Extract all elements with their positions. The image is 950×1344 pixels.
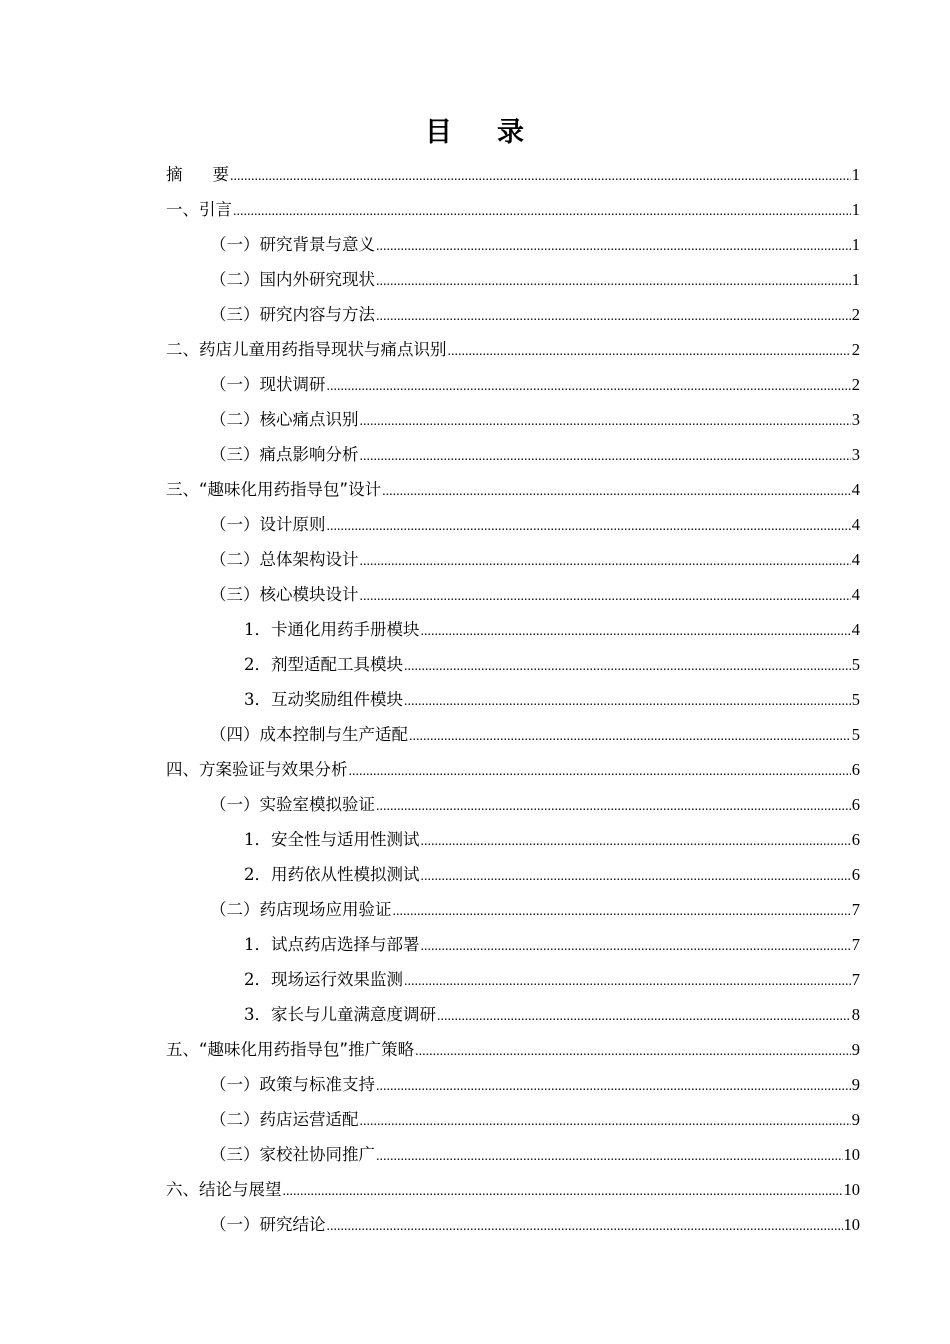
toc-entry-label: 1．安全性与适用性测试 — [244, 830, 420, 849]
toc-entry-page-number: 6 — [851, 865, 860, 884]
toc-dot-leader — [382, 472, 851, 509]
toc-dot-leader — [360, 542, 851, 579]
toc-entry-page-number: 1 — [851, 270, 860, 289]
toc-entry-page-number: 10 — [843, 1215, 860, 1234]
toc-entry-label: （一）现状调研 — [210, 375, 326, 394]
toc-entry-label: （四）成本控制与生产适配 — [210, 725, 408, 744]
toc-entry-page-number: 7 — [851, 900, 860, 919]
toc-entry-page-number: 4 — [851, 515, 860, 534]
toc-entry-page-number: 2 — [851, 340, 860, 359]
toc-dot-leader — [349, 752, 851, 789]
toc-entry-label: 2．现场运行效果监测 — [244, 970, 403, 989]
toc-entry[interactable] — [166, 997, 860, 1032]
toc-dot-leader — [230, 157, 851, 194]
toc-entry-page-number: 6 — [851, 830, 860, 849]
toc-entry[interactable] — [166, 437, 860, 472]
toc-entry[interactable] — [166, 647, 860, 682]
toc-dot-leader — [404, 962, 851, 999]
toc-entry-page-number: 4 — [851, 620, 860, 639]
toc-dot-leader — [376, 227, 851, 264]
toc-entry-page-number: 9 — [851, 1040, 860, 1059]
toc-entry-label: （一）研究结论 — [210, 1215, 326, 1234]
toc-entry-page-number: 3 — [851, 445, 860, 464]
toc-entry-label: （二）药店现场应用验证 — [210, 900, 392, 919]
toc-entry-page-number: 8 — [851, 1005, 860, 1024]
toc-entry-label: （二）总体架构设计 — [210, 550, 359, 569]
toc-dot-leader — [376, 1067, 851, 1104]
toc-entry[interactable] — [166, 1137, 860, 1172]
toc-entry[interactable] — [166, 1032, 860, 1067]
toc-entry-label-part: 要 — [212, 165, 229, 184]
toc-entry[interactable] — [166, 962, 860, 997]
toc-entry[interactable] — [166, 577, 860, 612]
toc-entry[interactable] — [166, 262, 860, 297]
toc-entry[interactable] — [166, 892, 860, 927]
toc-entry-label: （一）研究背景与意义 — [210, 235, 375, 254]
toc-entry[interactable] — [166, 1207, 860, 1242]
toc-dot-leader — [327, 507, 851, 544]
toc-entry[interactable] — [166, 857, 860, 892]
toc-dot-leader — [376, 262, 851, 299]
toc-entry[interactable] — [166, 227, 860, 262]
toc-entry-page-number: 9 — [851, 1110, 860, 1129]
toc-entry[interactable] — [166, 612, 860, 647]
toc-entry-page-number: 5 — [851, 690, 860, 709]
toc-entry-label: 3．互动奖励组件模块 — [244, 690, 403, 709]
toc-dot-leader — [393, 892, 851, 929]
toc-dot-leader — [421, 822, 851, 859]
toc-dot-leader — [421, 857, 851, 894]
toc-entry[interactable] — [166, 1102, 860, 1137]
toc-entry[interactable] — [166, 507, 860, 542]
toc-entry-label: 三、“趣味化用药指导包”设计 — [166, 480, 382, 499]
toc-heading — [0, 113, 950, 153]
toc-entry-page-number: 1 — [851, 165, 860, 184]
toc-entry[interactable] — [166, 402, 860, 437]
toc-entry[interactable] — [166, 787, 860, 822]
toc-entry-label — [166, 157, 229, 192]
toc-entry[interactable] — [166, 1172, 860, 1207]
toc-entry-label: 二、药店儿童用药指导现状与痛点识别 — [166, 340, 447, 359]
toc-entry-label: 2．剂型适配工具模块 — [244, 655, 403, 674]
toc-entry-page-number: 1 — [851, 235, 860, 254]
table-of-contents — [166, 157, 860, 1242]
toc-entry-page-number: 4 — [851, 480, 860, 499]
toc-entry-label-part: 摘 — [166, 165, 183, 184]
toc-entry-page-number: 2 — [851, 375, 860, 394]
toc-dot-leader — [283, 1172, 843, 1209]
toc-entry[interactable] — [166, 367, 860, 402]
toc-entry[interactable] — [166, 927, 860, 962]
toc-dot-leader — [327, 367, 851, 404]
toc-entry[interactable] — [166, 717, 860, 752]
toc-entry-label: 1．试点药店选择与部署 — [244, 935, 420, 954]
toc-entry-page-number: 9 — [851, 1075, 860, 1094]
toc-entry-page-number: 3 — [851, 410, 860, 429]
toc-entry-page-number: 4 — [851, 550, 860, 569]
toc-entry-label: 一、引言 — [166, 200, 232, 219]
toc-heading-char-2: 录 — [497, 117, 525, 148]
toc-entry-label: （二）核心痛点识别 — [210, 410, 359, 429]
toc-dot-leader — [448, 332, 851, 369]
toc-entry-page-number: 5 — [851, 725, 860, 744]
toc-dot-leader — [376, 1137, 843, 1174]
toc-entry-label: 五、“趣味化用药指导包”推广策略 — [166, 1040, 415, 1059]
toc-dot-leader — [327, 1207, 843, 1244]
toc-entry-label: 3．家长与儿童满意度调研 — [244, 1005, 436, 1024]
toc-entry-label: （二）药店运营适配 — [210, 1110, 359, 1129]
toc-dot-leader — [376, 787, 851, 824]
toc-entry-page-number: 6 — [851, 760, 860, 779]
toc-dot-leader — [421, 612, 851, 649]
toc-dot-leader — [415, 1032, 851, 1069]
toc-entry-page-number: 10 — [843, 1180, 860, 1199]
toc-entry[interactable] — [166, 822, 860, 857]
toc-entry-label: （一）政策与标准支持 — [210, 1075, 375, 1094]
toc-entry-label: （三）家校社协同推广 — [210, 1145, 375, 1164]
toc-entry-label: （二）国内外研究现状 — [210, 270, 375, 289]
toc-entry-label: （三）核心模块设计 — [210, 585, 359, 604]
toc-dot-leader — [404, 682, 851, 719]
toc-entry-label: 六、结论与展望 — [166, 1180, 282, 1199]
toc-entry-label: 1．卡通化用药手册模块 — [244, 620, 420, 639]
toc-entry-page-number: 4 — [851, 585, 860, 604]
toc-dot-leader — [360, 1102, 851, 1139]
toc-entry-page-number: 7 — [851, 970, 860, 989]
toc-dot-leader — [360, 402, 851, 439]
toc-entry[interactable] — [166, 192, 860, 227]
toc-entry-label: （一）实验室模拟验证 — [210, 795, 375, 814]
toc-dot-leader — [233, 192, 851, 229]
toc-dot-leader — [404, 647, 851, 684]
toc-entry[interactable] — [166, 157, 860, 192]
toc-entry-page-number: 6 — [851, 795, 860, 814]
toc-entry-label: （三）研究内容与方法 — [210, 305, 375, 324]
toc-entry-page-number: 2 — [851, 305, 860, 324]
toc-dot-leader — [376, 297, 851, 334]
toc-entry-page-number: 10 — [843, 1145, 860, 1164]
toc-entry-page-number: 5 — [851, 655, 860, 674]
toc-dot-leader — [360, 437, 851, 474]
toc-entry-label: 2．用药依从性模拟测试 — [244, 865, 420, 884]
toc-heading-char-1: 目 — [425, 117, 453, 148]
toc-entry[interactable] — [166, 472, 860, 507]
toc-entry[interactable] — [166, 332, 860, 367]
toc-dot-leader — [360, 577, 851, 614]
toc-entry[interactable] — [166, 752, 860, 787]
toc-entry[interactable] — [166, 542, 860, 577]
toc-dot-leader — [437, 997, 851, 1034]
toc-entry-page-number: 7 — [851, 935, 860, 954]
toc-entry-label: （一）设计原则 — [210, 515, 326, 534]
toc-entry[interactable] — [166, 682, 860, 717]
toc-entry-page-number: 1 — [851, 200, 860, 219]
toc-dot-leader — [409, 717, 851, 754]
toc-entry-label: （三）痛点影响分析 — [210, 445, 359, 464]
toc-entry-label: 四、方案验证与效果分析 — [166, 760, 348, 779]
toc-entry[interactable] — [166, 1067, 860, 1102]
toc-dot-leader — [421, 927, 851, 964]
toc-entry[interactable] — [166, 297, 860, 332]
